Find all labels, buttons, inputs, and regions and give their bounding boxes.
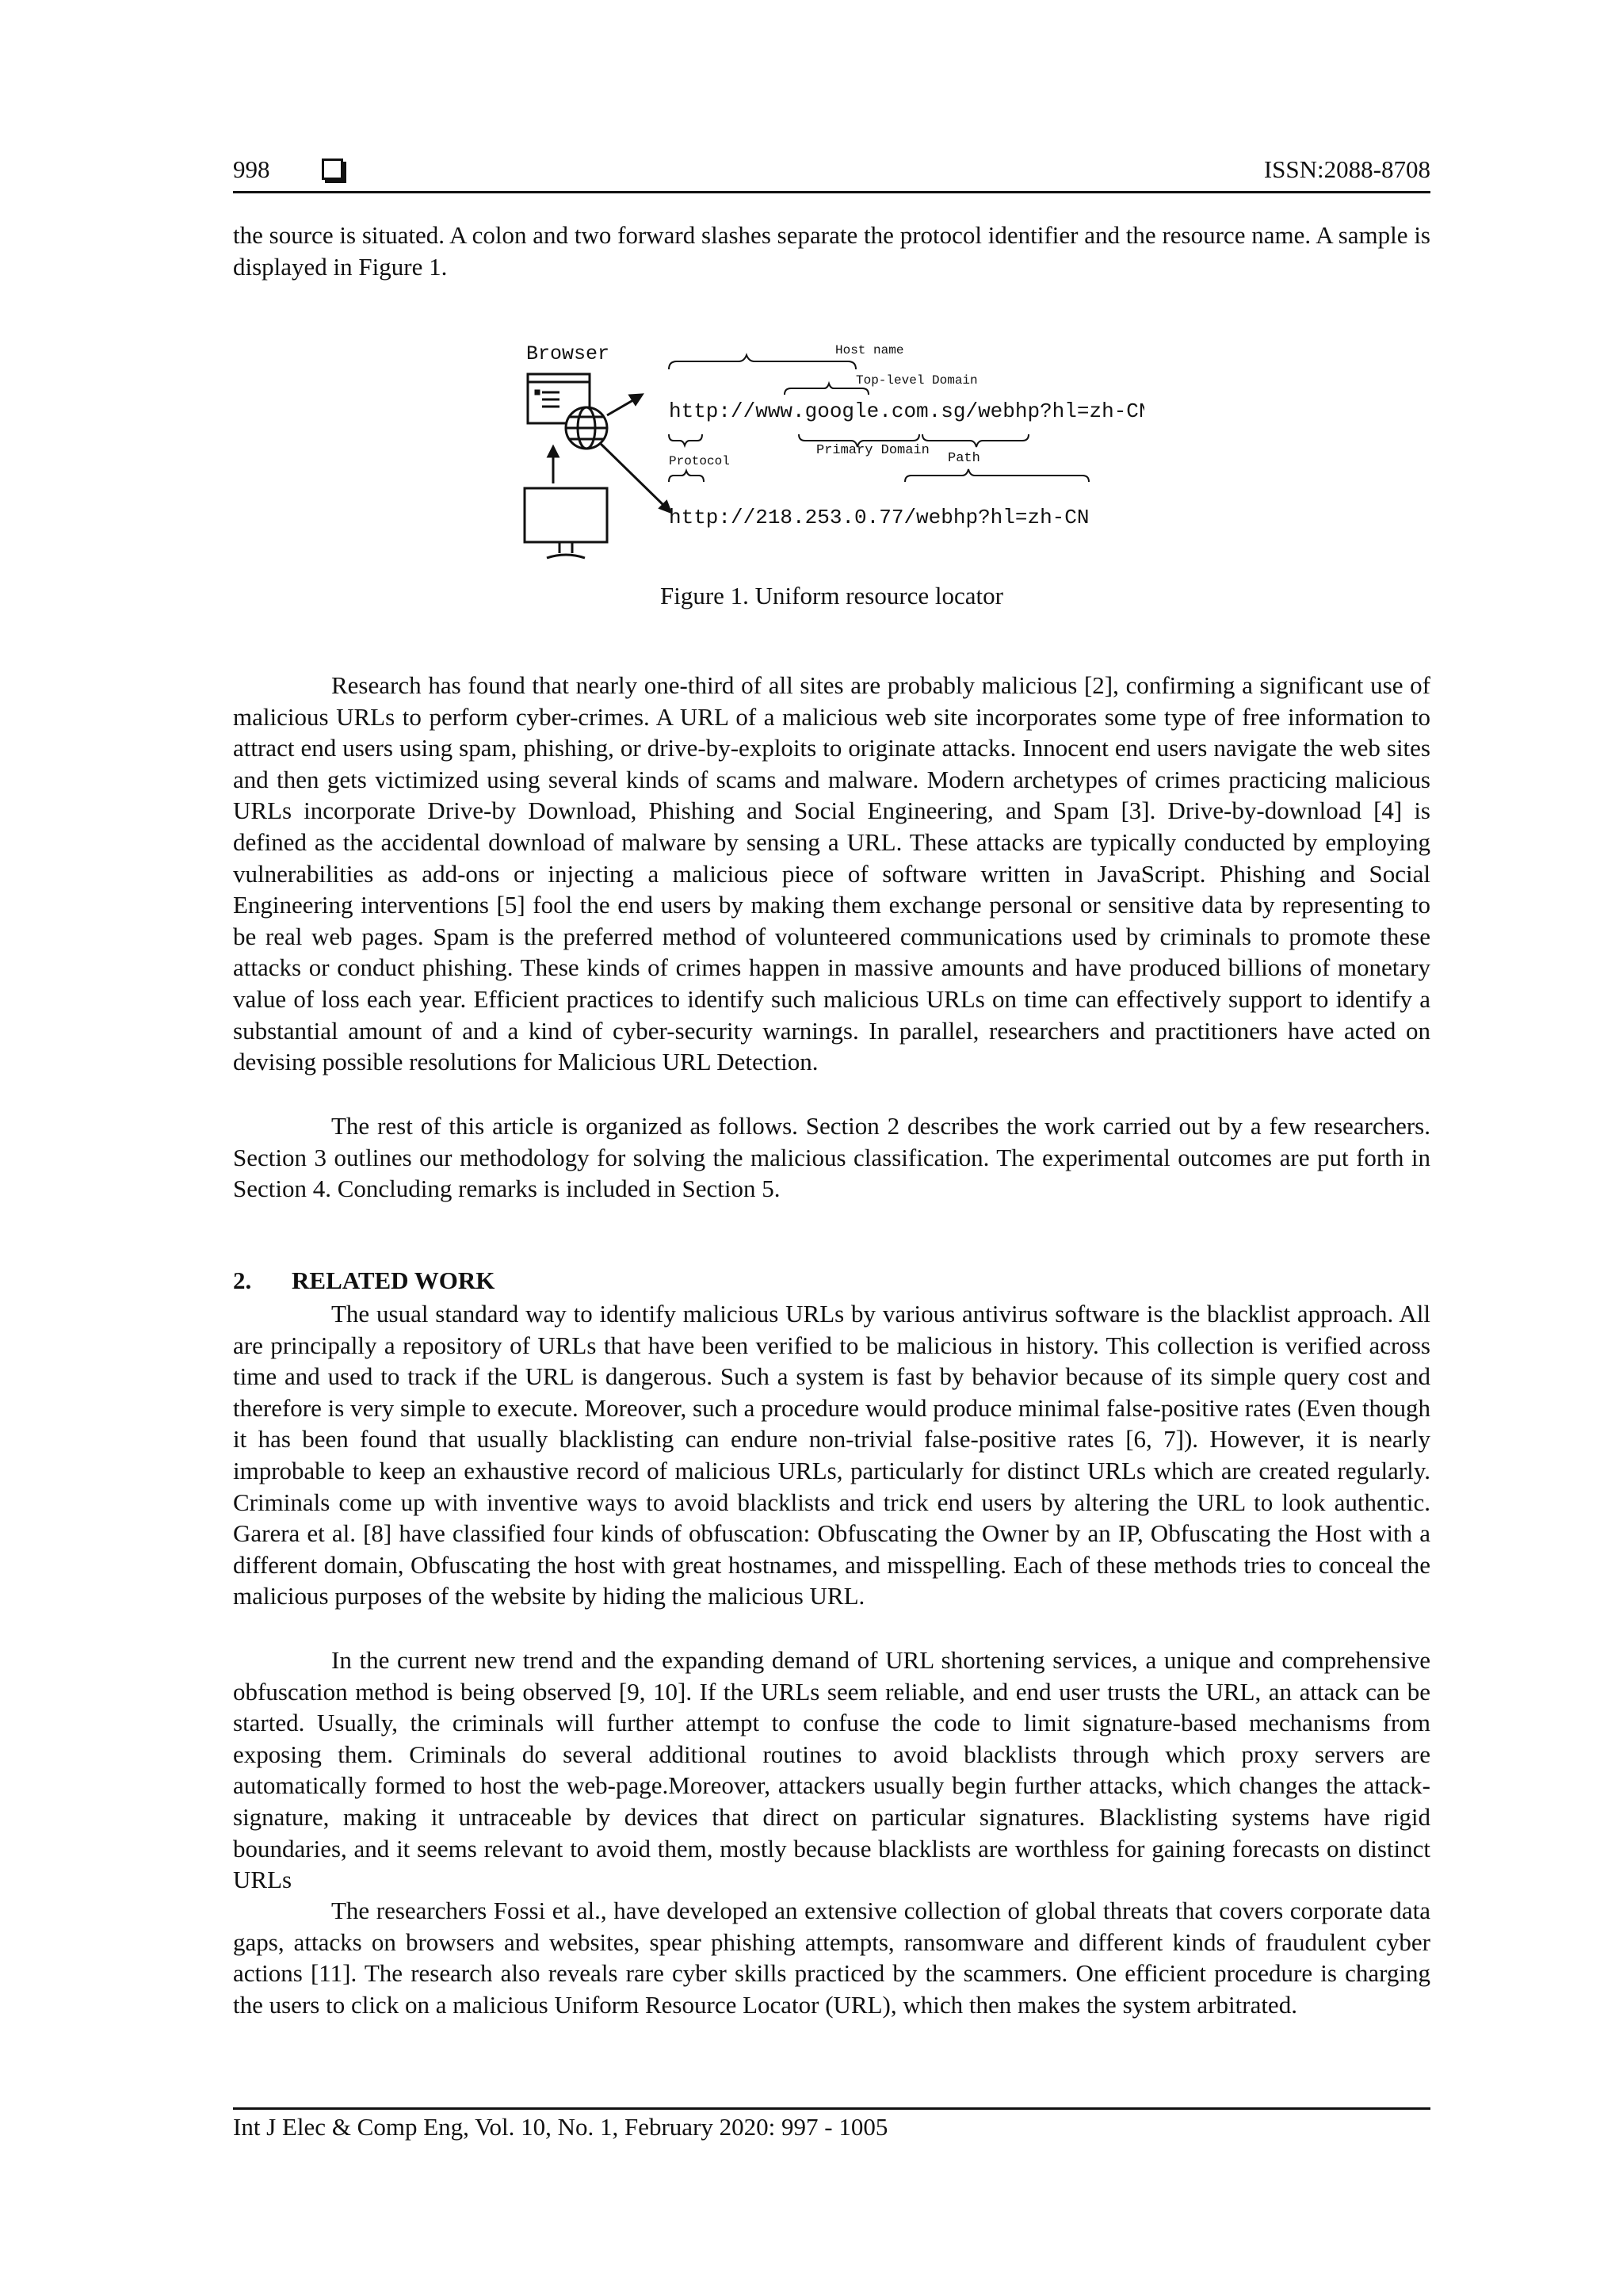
page-footer: Int J Elec & Comp Eng, Vol. 10, No. 1, February 2020: 997 - 1005 (233, 2113, 888, 2141)
figure-url-diagram (518, 333, 1144, 563)
header-rule (233, 191, 1430, 193)
primary-domain-label: Primary Domain (816, 443, 930, 458)
monitor-icon (525, 488, 607, 558)
arrow-to-ip-url (601, 444, 666, 507)
page-number: 998 (233, 155, 270, 183)
issn-label: ISSN:2088-8708 (1263, 155, 1430, 183)
section-heading (233, 1266, 495, 1295)
path-label: Path (948, 451, 980, 466)
top-level-domain-label: Top-level Domain (856, 373, 978, 388)
arrow-head (548, 447, 558, 457)
paragraph-blacklist: The usual standard way to identify malicious URLs by various antivirus software is the blacklist approach. All are principally a repository of URLs that have been verified to be malicious in history. This collection is verified across time and used to track if the URL is dangerous. Such a system is fast by behavior because of its simple query cost and therefore is very simple to execute. Moreover, such a procedure would produce minimal false-positive rates (Even though it has been found that usually blacklisting can endure non-trivial false-positive rates [6, 7]). However, it is nearly improbable to keep an exhaustive record of malicious URLs, particularly for distinct URLs which are created regularly. Criminals come up with inventive ways to avoid blacklists and trick end users by altering the URL to look authentic. Garera et al. [8] have classified four kinds of obfuscation: Obfuscating the Owner by an IP, Obfuscating the Host with a different domain, Obfuscating the host with great hostnames, and misspelling. Each of these methods tries to conceal the malicious purposes of the website by hiding the malicious URL. (233, 1300, 1430, 1610)
arrow-head (630, 395, 642, 404)
checkbox-square-icon (322, 159, 343, 180)
section-number: 2. (233, 1266, 252, 1294)
footer-rule (233, 2107, 1430, 2110)
paragraph-research: Research has found that nearly one-third of all sites are probably malicious [2], confirming a significant use of malicious URLs to perform cyber-crimes. A URL of a malicious web site incorporates some type of free information to attract end users using spam, phishing, or drive-by-exploits to originate attacks. Innocent end users navigate the web sites and then gets victimized using several kinds of scams and malware. Modern archetypes of crimes practicing malicious URLs incorporate Drive-by Download, Phishing and Social Engineering, and Spam [3]. Drive-by-download [4] is defined as the accidental download of malware by sensing a URL. These attacks are typically conducted by employing vulnerabilities as add-ons or injecting a malicious piece of software written in JavaScript. Phishing and Social Engineering interventions [5] fool the end users by making them exchange personal or sensitive data by representing to be real web pages. Spam is the preferred method of volunteered communications used by criminals to promote these attacks or conduct phishing. These kinds of crimes happen in massive amounts and have produced billions of monetary value of loss each year. Efficient practices to identify such malicious URLs on time can effectively support to identify a substantial amount of and a kind of cyber-security warnings. In parallel, researchers and practitioners have acted on devising possible resolutions for Malicious URL Detection. (233, 671, 1430, 1076)
section-title: RELATED WORK (292, 1266, 495, 1294)
paragraph-organization: The rest of this article is organized as follows. Section 2 describes the work carried out by a few researchers. Section 3 outlines our methodology for solving the malicious classification. The experimental outcomes are put forth in Section 4. Concluding remarks is included in Section 5. (233, 1112, 1430, 1203)
host-name-label: Host name (835, 343, 904, 357)
globe-icon (566, 407, 607, 449)
page-header (233, 155, 1430, 195)
paragraph-fossi: The researchers Fossi et al., have developed an extensive collection of global threats that covers corporate data gaps, attacks on browsers and websites, spear phishing attempts, ransomware and different kinds of fraudulent cyber actions [11]. The research also reveals rare cyber skills practiced by the scammers. One efficient procedure is charging the users to click on a malicious Uniform Resource Locator (URL), which then makes the system arbitrated. (233, 1897, 1430, 2019)
url-domain: http://www.google.com.sg/webhp?hl=zh-CN (669, 399, 1144, 423)
paragraph-intro-end: the source is situated. A colon and two forward slashes separate the protocol identifier and the resource name. A sample is displayed in Figure 1. (233, 221, 1430, 281)
paragraph-shortening: In the current new trend and the expanding demand of URL shortening services, a unique and comprehensive obfuscation method is being observed [9, 10]. If the URLs seem reliable, and end user trusts the URL, an attack can be started. Usually, the criminals will further attempt to confuse the code to limit signature-based mechanisms from exposing them. Criminals do several additional routines to avoid blacklists through which proxy servers are automatically formed to host the web-page.Moreover, attackers usually begin further attacks, which changes the attack-signature, making it untraceable by devices that direct on particular signatures. Blacklisting systems have rigid boundaries, and it seems relevant to avoid them, mostly because blacklists are worthless for gaining forecasts on distinct URLs (233, 1646, 1430, 1894)
browser-label: Browser (526, 342, 610, 365)
url-ip: http://218.253.0.77/webhp?hl=zh-CN (669, 506, 1090, 529)
url-diagram-svg (518, 333, 1144, 563)
figure-caption: Figure 1. Uniform resource locator (659, 582, 1003, 609)
protocol-label: Protocol (669, 454, 730, 468)
